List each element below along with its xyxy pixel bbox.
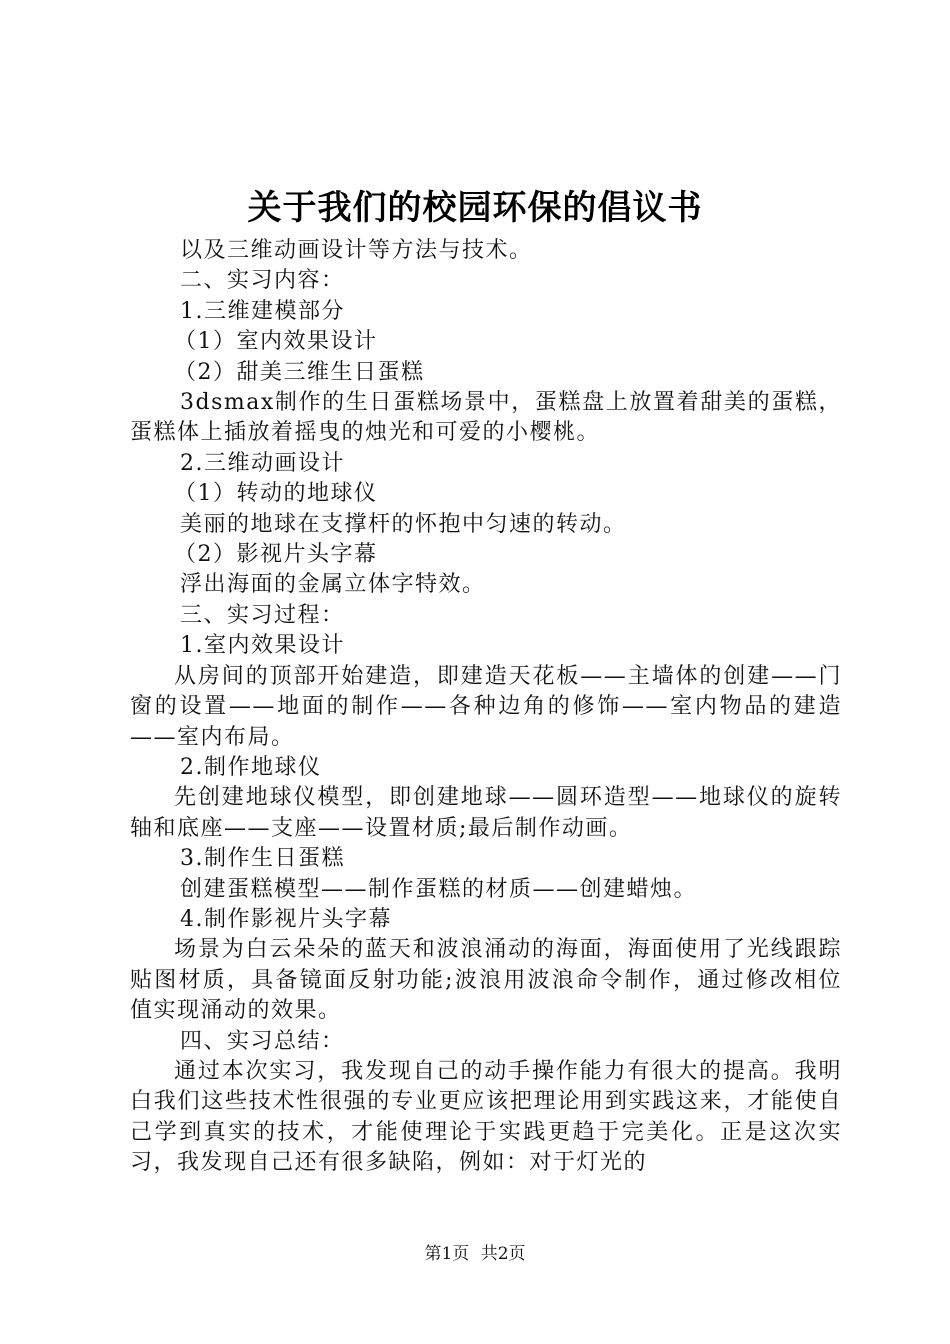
paragraph: 以及三维动画设计等方法与技术。 bbox=[180, 238, 533, 263]
paragraph: 2.制作地球仪 bbox=[180, 754, 322, 780]
paragraph: （1）室内效果设计 bbox=[174, 329, 378, 355]
paragraph: 1.室内效果设计 bbox=[180, 633, 345, 659]
paragraph: 美丽的地球在支撑杆的怀抱中匀速的转动。 bbox=[180, 511, 627, 537]
document-title: 关于我们的校园环保的倡议书 bbox=[247, 188, 703, 228]
document-body bbox=[130, 236, 842, 1179]
paragraph: 场景为白云朵朵的蓝天和波浪涌动的海面，海面使用了光线跟踪贴图材质，具备镜面反射功能;波浪用波浪命令制作，通过修改相位值实现涌动的效果。 bbox=[130, 937, 842, 1024]
paragraph: 创建蛋糕模型——制作蛋糕的材质——创建蜡烛。 bbox=[180, 876, 698, 902]
paragraph: 先创建地球仪模型，即创建地球——圆环造型——地球仪的旋转轴和底座——支座——设置材质;最后制作动画。 bbox=[130, 785, 842, 841]
paragraph: 1.三维建模部分 bbox=[180, 298, 345, 324]
paragraph: 3dsmax制作的生日蛋糕场景中，蛋糕盘上放置着甜美的蛋糕，蛋糕体上插放着摇曳的烛光和可爱的小樱桃。 bbox=[130, 390, 842, 446]
paragraph: 2.三维动画设计 bbox=[180, 450, 345, 476]
paragraph: 4.制作影视片头字幕 bbox=[180, 906, 392, 932]
paragraph: 三、实习过程： bbox=[180, 602, 345, 628]
paragraph: 通过本次实习，我发现自己的动手操作能力有很大的提高。我明白我们这些技术性很强的专业更应该把理论用到实践这来，才能使自己学到真实的技术，才能使理论于实践更趋于完美化。正是这次实习，我发现自己还有很多缺陷，例如：对于灯光的 bbox=[130, 1058, 842, 1176]
paragraph: 3.制作生日蛋糕 bbox=[180, 846, 345, 872]
paragraph: 从房间的顶部开始建造，即建造天花板——主墙体的创建——门窗的设置——地面的制作——各种边角的修饰——室内物品的建造——室内布局。 bbox=[130, 663, 842, 750]
page-footer bbox=[0, 1242, 950, 1266]
paragraph: 二、实习内容： bbox=[180, 268, 345, 294]
page-total: 共2页 bbox=[480, 1244, 526, 1264]
paragraph: 浮出海面的金属立体字特效。 bbox=[180, 572, 486, 598]
paragraph: （1）转动的地球仪 bbox=[174, 481, 378, 507]
paragraph: （2）甜美三维生日蛋糕 bbox=[174, 359, 425, 385]
page-number: 第1页 bbox=[424, 1244, 470, 1264]
paragraph: 四、实习总结： bbox=[180, 1028, 345, 1054]
paragraph: （2）影视片头字幕 bbox=[174, 542, 378, 568]
